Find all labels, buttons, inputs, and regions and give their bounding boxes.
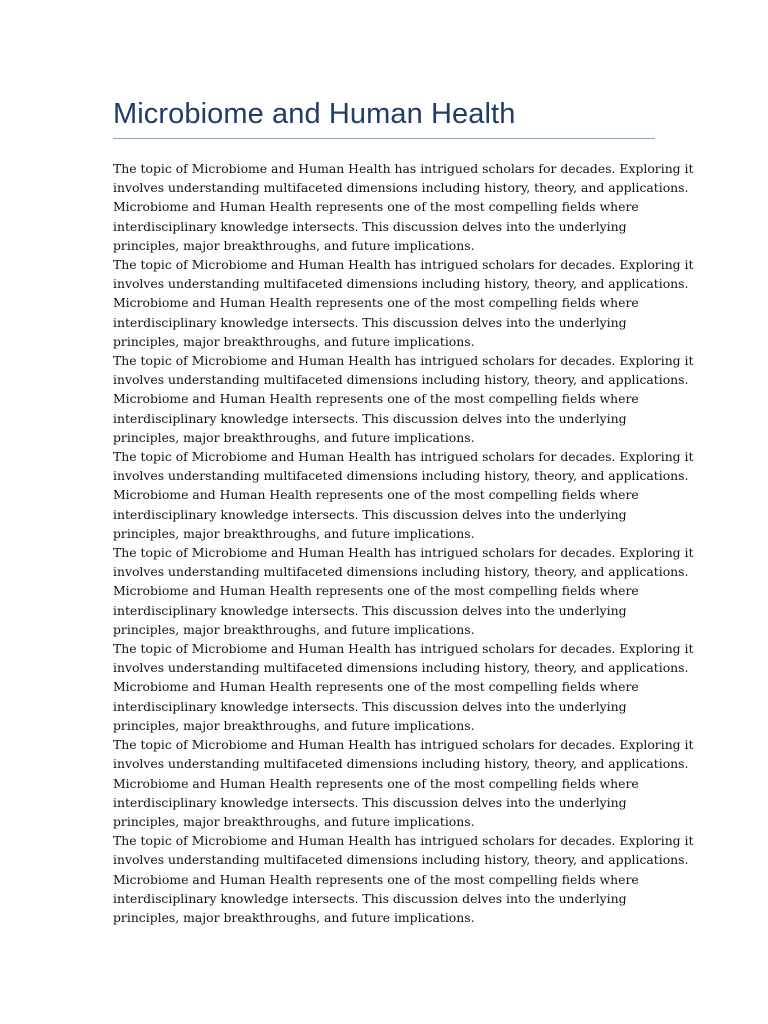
paragraph-line: The topic of Microbiome and Human Health has intrigued scholars for decades. Exploring it xyxy=(113,545,694,561)
paragraph-line: Microbiome and Human Health represents one of the most compelling fields where xyxy=(113,871,639,887)
paragraph-line: interdisciplinary knowledge intersects. This discussion delves into the underlying xyxy=(113,410,627,426)
paragraph-line: interdisciplinary knowledge intersects. This discussion delves into the underlying xyxy=(113,698,627,714)
paragraph-line: The topic of Microbiome and Human Health has intrigued scholars for decades. Exploring it xyxy=(113,641,694,657)
paragraph-line: involves understanding multifaceted dimensions including history, theory, and applications. xyxy=(113,564,689,580)
paragraph-line: interdisciplinary knowledge intersects. This discussion delves into the underlying xyxy=(113,602,627,618)
body-paragraph xyxy=(113,543,694,639)
paragraph-line: principles, major breakthroughs, and future implications. xyxy=(113,717,475,733)
paragraph-line: principles, major breakthroughs, and future implications. xyxy=(113,525,475,541)
paragraph-line: The topic of Microbiome and Human Health has intrigued scholars for decades. Exploring it xyxy=(113,257,694,273)
body-paragraph xyxy=(113,639,694,735)
document-body xyxy=(113,159,694,927)
paragraph-line: principles, major breakthroughs, and future implications. xyxy=(113,813,475,829)
title-divider xyxy=(113,138,655,139)
paragraph-line: involves understanding multifaceted dimensions including history, theory, and applications. xyxy=(113,756,689,772)
paragraph-line: interdisciplinary knowledge intersects. This discussion delves into the underlying xyxy=(113,794,627,810)
document-title: Microbiome and Human Health xyxy=(113,98,516,130)
body-paragraph xyxy=(113,735,694,831)
body-paragraph xyxy=(113,255,694,351)
paragraph-line: The topic of Microbiome and Human Health has intrigued scholars for decades. Exploring it xyxy=(113,353,694,369)
body-paragraph xyxy=(113,351,694,447)
paragraph-line: Microbiome and Human Health represents one of the most compelling fields where xyxy=(113,199,639,215)
paragraph-line: Microbiome and Human Health represents one of the most compelling fields where xyxy=(113,295,639,311)
paragraph-line: principles, major breakthroughs, and future implications. xyxy=(113,909,475,925)
paragraph-line: Microbiome and Human Health represents one of the most compelling fields where xyxy=(113,679,639,695)
body-paragraph xyxy=(113,831,694,927)
paragraph-line: principles, major breakthroughs, and future implications. xyxy=(113,333,475,349)
paragraph-line: involves understanding multifaceted dimensions including history, theory, and applications. xyxy=(113,180,689,196)
paragraph-line: involves understanding multifaceted dimensions including history, theory, and applications. xyxy=(113,468,689,484)
paragraph-line: principles, major breakthroughs, and future implications. xyxy=(113,621,475,637)
paragraph-line: The topic of Microbiome and Human Health has intrigued scholars for decades. Exploring it xyxy=(113,449,694,465)
paragraph-line: Microbiome and Human Health represents one of the most compelling fields where xyxy=(113,583,639,599)
paragraph-line: principles, major breakthroughs, and future implications. xyxy=(113,237,475,253)
paragraph-line: interdisciplinary knowledge intersects. This discussion delves into the underlying xyxy=(113,506,627,522)
document-page xyxy=(113,96,694,927)
paragraph-line: principles, major breakthroughs, and future implications. xyxy=(113,429,475,445)
paragraph-line: The topic of Microbiome and Human Health has intrigued scholars for decades. Exploring it xyxy=(113,833,694,849)
paragraph-line: involves understanding multifaceted dimensions including history, theory, and applications. xyxy=(113,372,689,388)
paragraph-line: involves understanding multifaceted dimensions including history, theory, and applications. xyxy=(113,852,689,868)
paragraph-line: Microbiome and Human Health represents one of the most compelling fields where xyxy=(113,391,639,407)
paragraph-line: interdisciplinary knowledge intersects. This discussion delves into the underlying xyxy=(113,314,627,330)
paragraph-line: Microbiome and Human Health represents one of the most compelling fields where xyxy=(113,775,639,791)
paragraph-line: Microbiome and Human Health represents one of the most compelling fields where xyxy=(113,487,639,503)
paragraph-line: involves understanding multifaceted dimensions including history, theory, and applications. xyxy=(113,660,689,676)
body-paragraph xyxy=(113,447,694,543)
paragraph-line: The topic of Microbiome and Human Health has intrigued scholars for decades. Exploring it xyxy=(113,737,694,753)
paragraph-line: interdisciplinary knowledge intersects. This discussion delves into the underlying xyxy=(113,890,627,906)
paragraph-line: involves understanding multifaceted dimensions including history, theory, and applications. xyxy=(113,276,689,292)
paragraph-line: interdisciplinary knowledge intersects. This discussion delves into the underlying xyxy=(113,218,627,234)
paragraph-line: The topic of Microbiome and Human Health has intrigued scholars for decades. Exploring it xyxy=(113,161,694,176)
body-paragraph xyxy=(113,159,694,255)
